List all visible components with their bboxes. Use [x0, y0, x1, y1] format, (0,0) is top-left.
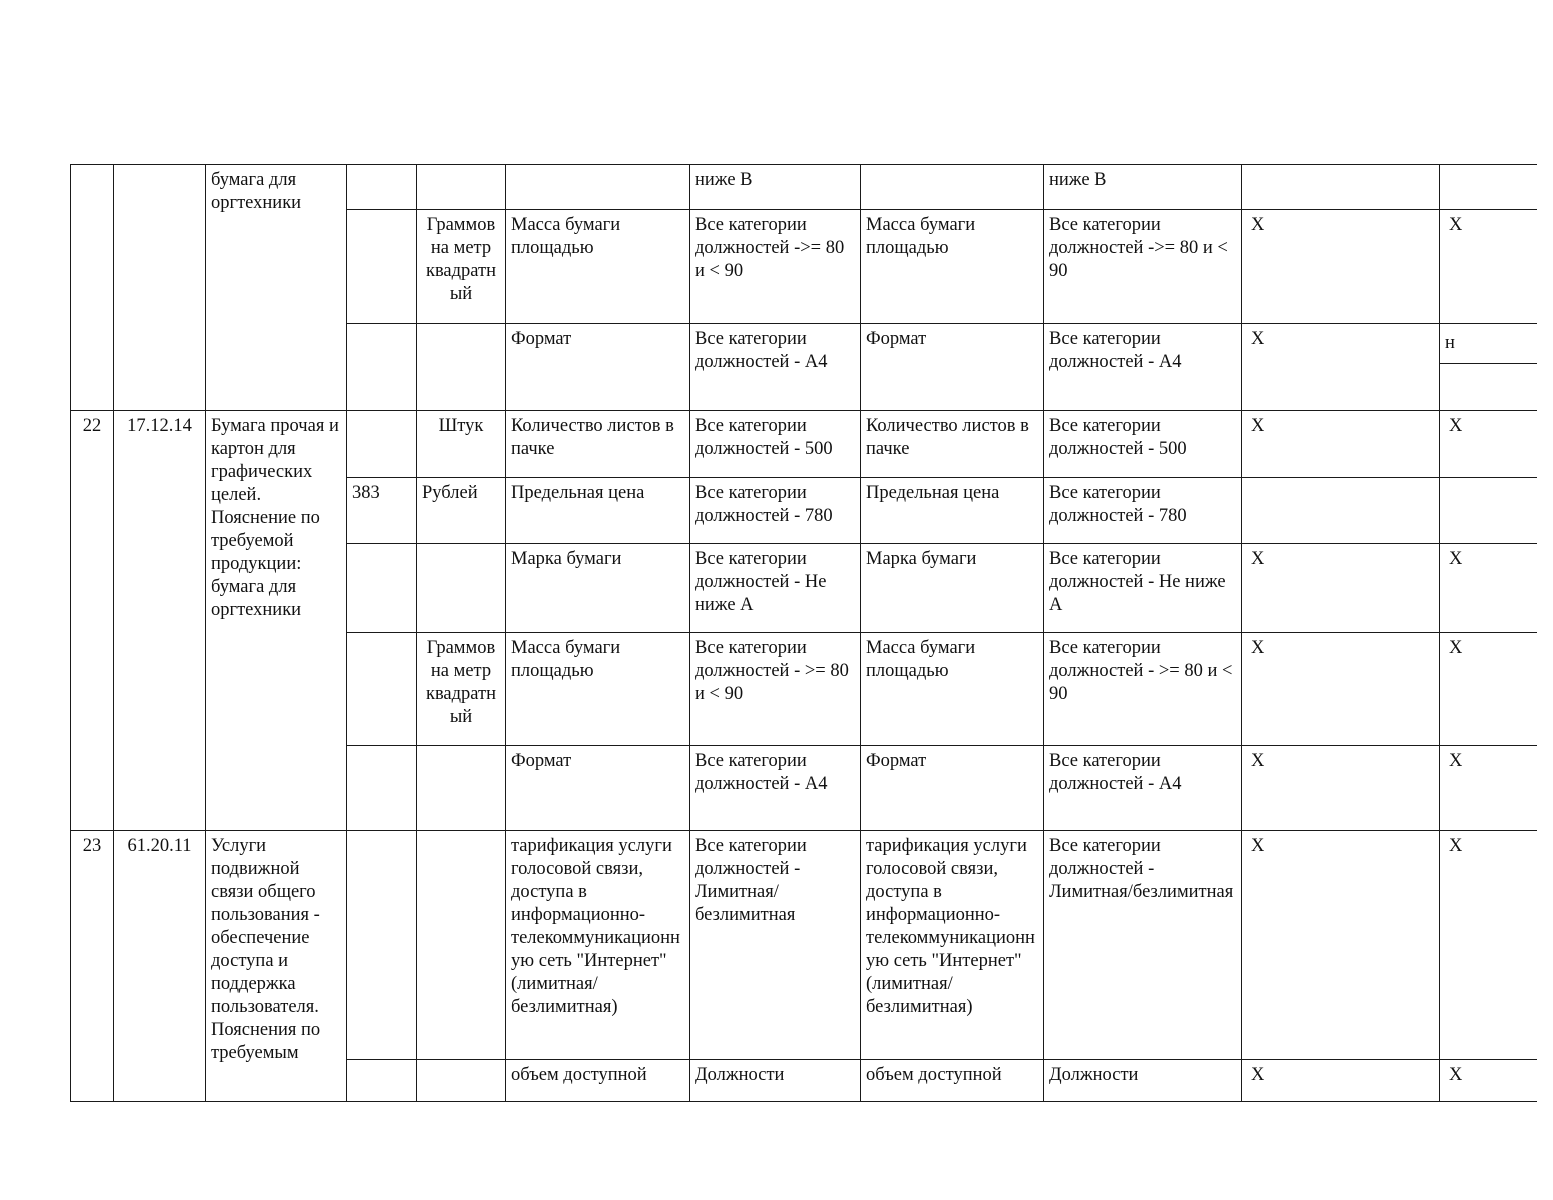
justification-1: X [1242, 324, 1440, 411]
justification-2 [1440, 165, 1537, 210]
unit-name: Граммов на метр квадратный [417, 633, 506, 746]
row-number [71, 165, 114, 411]
okei-code [347, 210, 417, 324]
unit-name: Штук [417, 411, 506, 478]
justification-2 [1440, 478, 1537, 544]
okei-code [347, 544, 417, 633]
justification-1 [1242, 478, 1440, 544]
justification-1: X [1242, 544, 1440, 633]
characteristic: Формат [506, 324, 690, 411]
justification-2: X [1440, 831, 1537, 1060]
value-approved: Все категории должностей - 780 [690, 478, 861, 544]
product-name: Услуги подвижной связи общего пользования - обеспечение доступа и поддержка пользователя. Пояснения по требуемым [206, 831, 347, 1102]
justification-2: X [1440, 633, 1537, 746]
okei-code [347, 411, 417, 478]
unit-name [417, 831, 506, 1060]
justification-2: X [1440, 1060, 1537, 1102]
justification-2-value: н [1440, 324, 1537, 364]
justification-1 [1242, 165, 1440, 210]
characteristic: Марка бумаги [506, 544, 690, 633]
value-2: Все категории должностей - Лимитная/безлимитная [1044, 831, 1242, 1060]
value-approved: Все категории должностей - 500 [690, 411, 861, 478]
unit-name [417, 1060, 506, 1102]
value-2: Все категории должностей - >= 80 и < 90 [1044, 633, 1242, 746]
table-row [71, 165, 1537, 210]
characteristic-2: тарификация услуги голосовой связи, доступа в информационно-телекоммуникационную сеть "Интернет" (лимитная/безлимитная) [861, 831, 1044, 1060]
characteristic: Предельная цена [506, 478, 690, 544]
okei-code [347, 165, 417, 210]
okpd-code: 61.20.11 [114, 831, 206, 1102]
requirements-table [70, 164, 1537, 1102]
unit-name [417, 165, 506, 210]
characteristic: тарификация услуги голосовой связи, доступа в информационно-телекоммуникационную сеть "Интернет" (лимитная/безлимитная) [506, 831, 690, 1060]
unit-name [417, 324, 506, 411]
value-approved: Все категории должностей ->= 80 и < 90 [690, 210, 861, 324]
okei-code: 383 [347, 478, 417, 544]
justification-2: X [1440, 544, 1537, 633]
characteristic-2: Масса бумаги площадью [861, 633, 1044, 746]
unit-name [417, 746, 506, 831]
characteristic-2: Предельная цена [861, 478, 1044, 544]
value-2: Все категории должностей ->= 80 и < 90 [1044, 210, 1242, 324]
table-row [71, 411, 1537, 478]
characteristic: Масса бумаги площадью [506, 210, 690, 324]
value-2: Должности [1044, 1060, 1242, 1102]
table-row [71, 831, 1537, 1060]
characteristic-2: объем доступной [861, 1060, 1044, 1102]
value-approved: ниже В [690, 165, 861, 210]
justification-2: X [1440, 411, 1537, 478]
justification-1: X [1242, 633, 1440, 746]
row-number: 22 [71, 411, 114, 831]
value-approved: Все категории должностей - А4 [690, 746, 861, 831]
justification-1: X [1242, 831, 1440, 1060]
product-name: Бумага прочая и картон для графических целей. Пояснение по требуемой продукции: бумага для оргтехники [206, 411, 347, 831]
justification-1: X [1242, 210, 1440, 324]
okei-code [347, 324, 417, 411]
characteristic-2: Формат [861, 746, 1044, 831]
characteristic [506, 165, 690, 210]
unit-name: Граммов на метр квадратный [417, 210, 506, 324]
okei-code [347, 831, 417, 1060]
characteristic-2: Масса бумаги площадью [861, 210, 1044, 324]
characteristic-2: Формат [861, 324, 1044, 411]
justification-2: X [1440, 746, 1537, 831]
value-2: Все категории должностей - Не ниже А [1044, 544, 1242, 633]
justification-2 [1440, 324, 1537, 411]
value-2: Все категории должностей - 780 [1044, 478, 1242, 544]
justification-1: X [1242, 746, 1440, 831]
row-number: 23 [71, 831, 114, 1102]
value-approved: Все категории должностей - >= 80 и < 90 [690, 633, 861, 746]
characteristic-2 [861, 165, 1044, 210]
characteristic-2: Марка бумаги [861, 544, 1044, 633]
value-approved: Все категории должностей - Не ниже А [690, 544, 861, 633]
value-approved: Должности [690, 1060, 861, 1102]
okei-code [347, 633, 417, 746]
unit-name [417, 544, 506, 633]
characteristic: Масса бумаги площадью [506, 633, 690, 746]
value-approved: Все категории должностей - А4 [690, 324, 861, 411]
unit-name: Рублей [417, 478, 506, 544]
okpd-code [114, 165, 206, 411]
value-2: Все категории должностей - 500 [1044, 411, 1242, 478]
product-name: бумага для оргтехники [206, 165, 347, 411]
characteristic: объем доступной [506, 1060, 690, 1102]
characteristic: Формат [506, 746, 690, 831]
value-2: ниже В [1044, 165, 1242, 210]
value-2: Все категории должностей - А4 [1044, 324, 1242, 411]
value-2: Все категории должностей - А4 [1044, 746, 1242, 831]
okei-code [347, 746, 417, 831]
justification-1: X [1242, 411, 1440, 478]
characteristic-2: Количество листов в пачке [861, 411, 1044, 478]
value-approved: Все категории должностей - Лимитная/безлимитная [690, 831, 861, 1060]
justification-2: X [1440, 210, 1537, 324]
okei-code [347, 1060, 417, 1102]
justification-1: X [1242, 1060, 1440, 1102]
characteristic: Количество листов в пачке [506, 411, 690, 478]
okpd-code: 17.12.14 [114, 411, 206, 831]
